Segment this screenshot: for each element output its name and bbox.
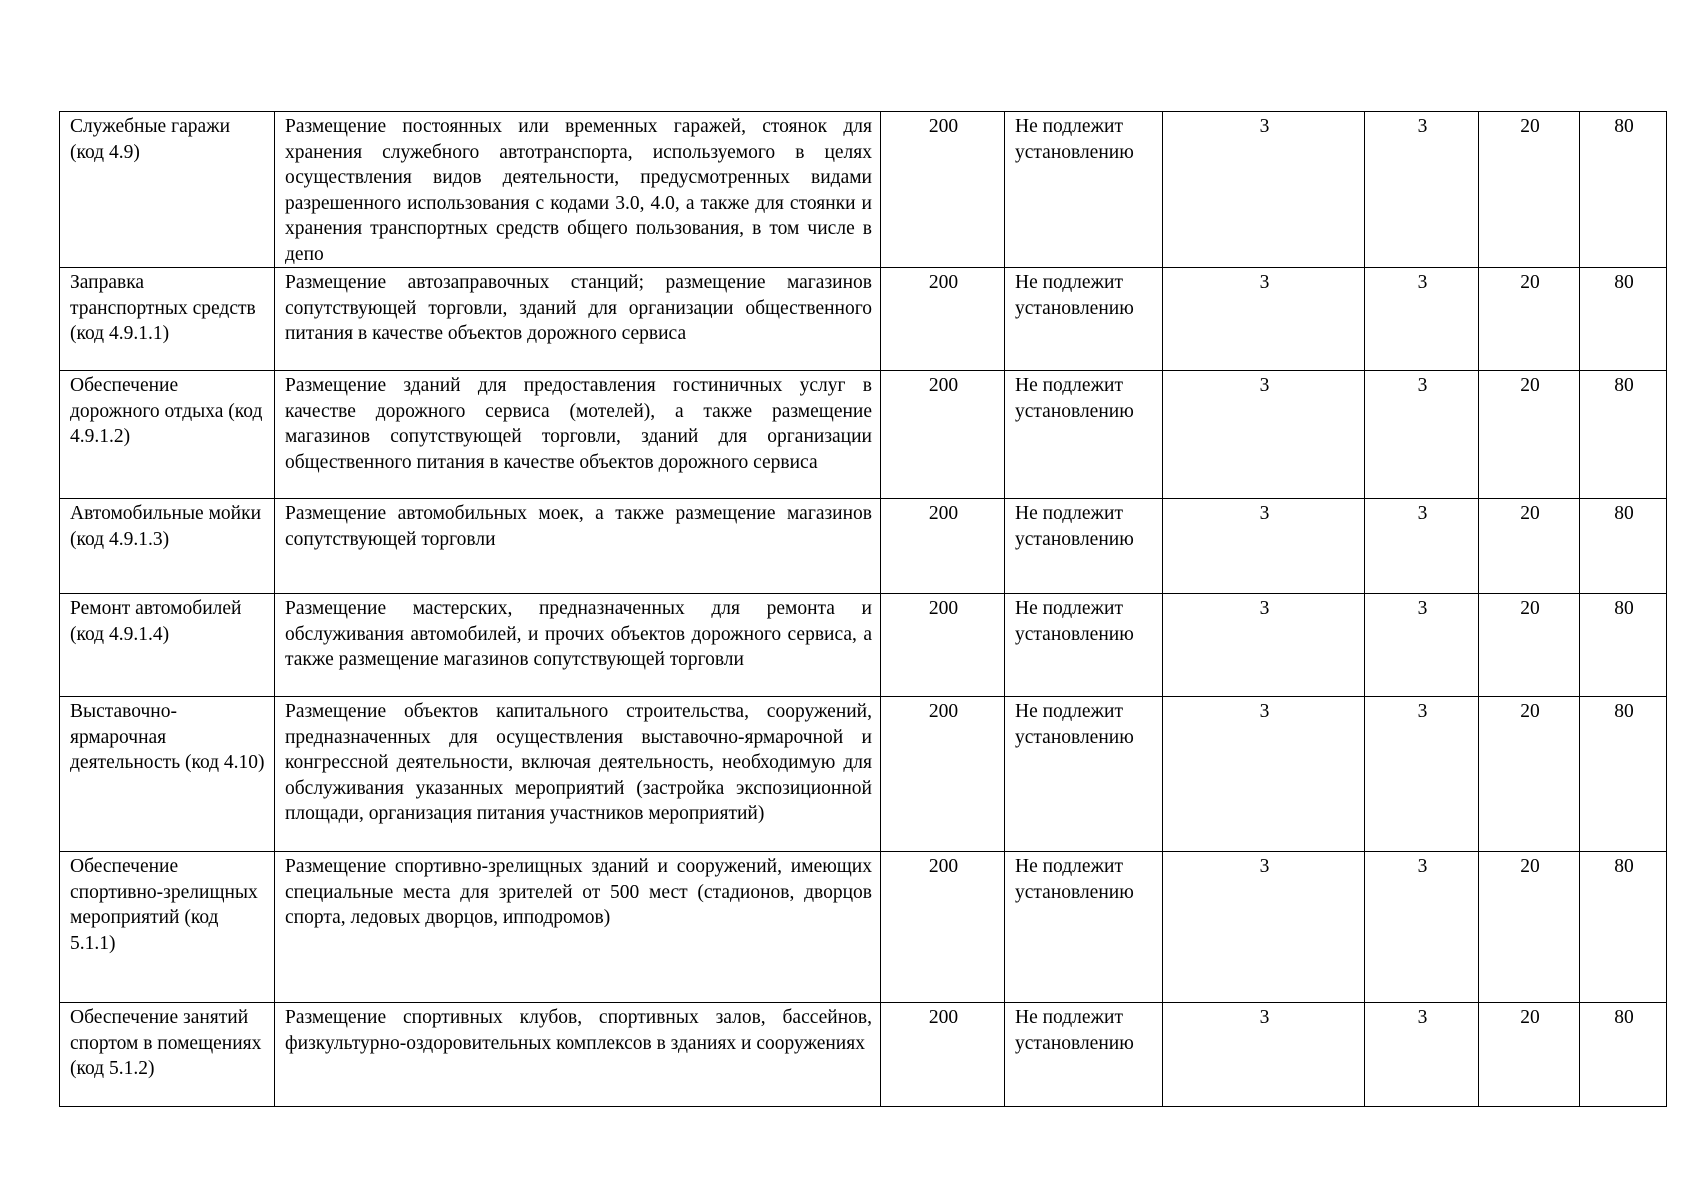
land-use-name-cell: Служебные гаражи (код 4.9): [60, 112, 275, 268]
value-cell-2: 3: [1163, 697, 1365, 852]
value-cell-1: 200: [881, 852, 1005, 1003]
value-cell-3: 3: [1365, 268, 1479, 371]
value-cell-5: 80: [1580, 697, 1667, 852]
value-cell-3: 3: [1365, 499, 1479, 594]
description-cell: Размещение спортивно-зрелищных зданий и сооружений, имеющих специальные места для зрителей от 500 мест (стадионов, дворцов спорта, ледовых дворцов, ипподромов): [275, 852, 881, 1003]
value-cell-5: 80: [1580, 371, 1667, 499]
value-cell-3: 3: [1365, 697, 1479, 852]
value-cell-5: 80: [1580, 268, 1667, 371]
note-cell: Не подлежит установлению: [1005, 112, 1163, 268]
value-cell-4: 20: [1479, 852, 1580, 1003]
value-cell-3: 3: [1365, 112, 1479, 268]
table-row: [60, 112, 1667, 268]
description-cell: Размещение спортивных клубов, спортивных залов, бассейнов, физкультурно-оздоровительных комплексов в зданиях и сооружениях: [275, 1003, 881, 1107]
value-cell-4: 20: [1479, 594, 1580, 697]
value-cell-2: 3: [1163, 594, 1365, 697]
description-cell: Размещение объектов капитального строительства, сооружений, предназначенных для осуществления выставочно-ярмарочной и конгрессной деятельности, включая деятельность, необходимую для обслуживания указанных мероприятий (застройка экспозиционной площади, организация питания участников мероприятий): [275, 697, 881, 852]
table-body: [60, 112, 1667, 1107]
value-cell-1: 200: [881, 697, 1005, 852]
value-cell-5: 80: [1580, 1003, 1667, 1107]
value-cell-2: 3: [1163, 499, 1365, 594]
value-cell-5: 80: [1580, 852, 1667, 1003]
value-cell-5: 80: [1580, 594, 1667, 697]
value-cell-2: 3: [1163, 112, 1365, 268]
note-cell: Не подлежит установлению: [1005, 697, 1163, 852]
land-use-name-cell: Обеспечение спортивно-зрелищных мероприятий (код 5.1.1): [60, 852, 275, 1003]
value-cell-2: 3: [1163, 1003, 1365, 1107]
value-cell-1: 200: [881, 268, 1005, 371]
description-cell: Размещение автозаправочных станций; размещение магазинов сопутствующей торговли, зданий для организации общественного питания в качестве объектов дорожного сервиса: [275, 268, 881, 371]
note-cell: Не подлежит установлению: [1005, 852, 1163, 1003]
description-cell: Размещение постоянных или временных гаражей, стоянок для хранения служебного автотранспорта, используемого в целях осуществления видов деятельности, предусмотренных видами разрешенного использования с кодами 3.0, 4.0, а также для стоянки и хранения транспортных средств общего пользования, в том числе в депо: [275, 112, 881, 268]
value-cell-4: 20: [1479, 268, 1580, 371]
land-use-name-cell: Ремонт автомобилей (код 4.9.1.4): [60, 594, 275, 697]
land-use-name-cell: Обеспечение дорожного отдыха (код 4.9.1.2): [60, 371, 275, 499]
value-cell-2: 3: [1163, 852, 1365, 1003]
value-cell-1: 200: [881, 371, 1005, 499]
description-cell: Размещение автомобильных моек, а также размещение магазинов сопутствующей торговли: [275, 499, 881, 594]
table-row: [60, 371, 1667, 499]
land-use-table: [59, 111, 1667, 1107]
value-cell-1: 200: [881, 594, 1005, 697]
value-cell-4: 20: [1479, 371, 1580, 499]
value-cell-4: 20: [1479, 1003, 1580, 1107]
value-cell-3: 3: [1365, 594, 1479, 697]
land-use-name-cell: Заправка транспортных средств (код 4.9.1.1): [60, 268, 275, 371]
value-cell-1: 200: [881, 1003, 1005, 1107]
table-row: [60, 499, 1667, 594]
note-cell: Не подлежит установлению: [1005, 594, 1163, 697]
note-cell: Не подлежит установлению: [1005, 371, 1163, 499]
land-use-name-cell: Обеспечение занятий спортом в помещениях (код 5.1.2): [60, 1003, 275, 1107]
value-cell-5: 80: [1580, 112, 1667, 268]
table-row: [60, 594, 1667, 697]
land-use-name-cell: Выставочно-ярмарочная деятельность (код 4.10): [60, 697, 275, 852]
value-cell-1: 200: [881, 112, 1005, 268]
value-cell-4: 20: [1479, 499, 1580, 594]
description-cell: Размещение зданий для предоставления гостиничных услуг в качестве дорожного сервиса (мотелей), а также размещение магазинов сопутствующей торговли, зданий для организации общественного питания в качестве объектов дорожного сервиса: [275, 371, 881, 499]
value-cell-5: 80: [1580, 499, 1667, 594]
value-cell-2: 3: [1163, 371, 1365, 499]
land-use-name-cell: Автомобильные мойки (код 4.9.1.3): [60, 499, 275, 594]
note-cell: Не подлежит установлению: [1005, 499, 1163, 594]
note-cell: Не подлежит установлению: [1005, 1003, 1163, 1107]
value-cell-3: 3: [1365, 852, 1479, 1003]
value-cell-1: 200: [881, 499, 1005, 594]
value-cell-3: 3: [1365, 1003, 1479, 1107]
value-cell-4: 20: [1479, 697, 1580, 852]
table-row: [60, 852, 1667, 1003]
table-row: [60, 1003, 1667, 1107]
value-cell-4: 20: [1479, 112, 1580, 268]
table-row: [60, 697, 1667, 852]
description-cell: Размещение мастерских, предназначенных для ремонта и обслуживания автомобилей, и прочих объектов дорожного сервиса, а также размещение магазинов сопутствующей торговли: [275, 594, 881, 697]
note-cell: Не подлежит установлению: [1005, 268, 1163, 371]
value-cell-2: 3: [1163, 268, 1365, 371]
value-cell-3: 3: [1365, 371, 1479, 499]
table-row: [60, 268, 1667, 371]
